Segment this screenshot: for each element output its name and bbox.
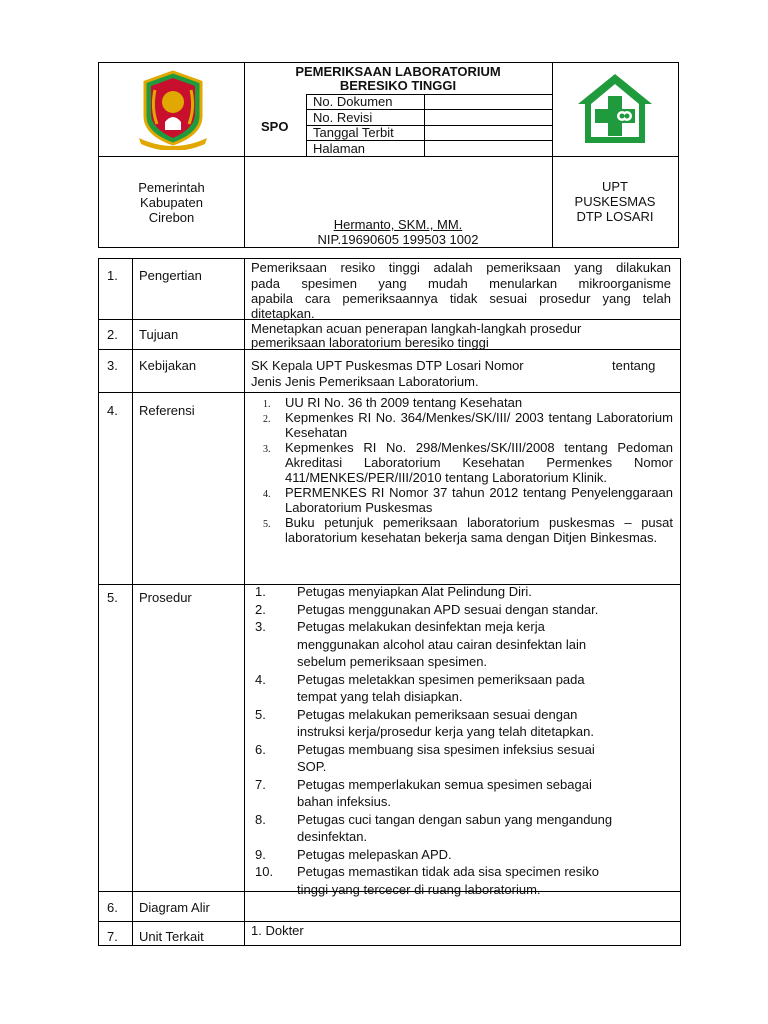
prosedur-list — [255, 583, 677, 898]
signer-name: Hermanto, SKM., MM. — [333, 217, 463, 232]
list-item: 7. Petugas memperlakukan semua spesimen sebagai bahan infeksius. — [255, 776, 592, 809]
pengertian-line: Pemeriksaan resiko tinggi adalah pemeriksaan yang dilakukan — [251, 260, 671, 275]
row-number: 7. — [107, 929, 118, 944]
doc-title-line2: BERESIKO TINGGI — [339, 78, 457, 93]
right-org-line1: UPT — [602, 179, 628, 194]
pengertian-line: apabila cara pemeriksaannya tidak sesuai prosedur yang telah — [251, 291, 671, 307]
row-label-diagram-alir: Diagram Alir — [139, 900, 210, 915]
kebijakan-line2: Jenis Jenis Pemeriksaan Laboratorium. — [251, 374, 479, 389]
row-number: 1. — [107, 268, 118, 283]
list-item: 10. Petugas memastikan tidak ada sisa specimen resiko tinggi yang tercecer di ruang laboratorium. — [255, 864, 600, 897]
row-number: 2. — [107, 327, 118, 342]
doc-title-line1: PEMERIKSAAN LABORATORIUM — [295, 64, 501, 79]
field-no-dokumen: No. Dokumen — [313, 94, 393, 109]
signer-nip: NIP.19690605 199503 1002 — [317, 232, 479, 247]
right-org-line2: PUSKESMAS — [574, 194, 656, 209]
list-item: 3. Kepmenkes RI No. 298/Menkes/SK/III/2008 tentang Pedoman Akreditasi Laboratorium Kesehatan Permenkes Nomor 411/MENKES/PER/III/2010 tentang Laboratorium Klinik. — [263, 440, 673, 485]
left-org-line1: Pemerintah — [138, 180, 205, 195]
pengertian-line: pada spesimen yang mudah menularkan mikroorganisme — [251, 275, 671, 291]
list-item: 1. UU RI No. 36 th 2009 tentang Kesehatan — [263, 395, 523, 410]
list-item: 5. Buku petunjuk pemeriksaan laboratorium puskesmas – pusat laboratorium kesehatan bekerja sama dengan Ditjen Binkesmas. — [263, 515, 673, 545]
list-item: 2. Kepmenkes RI No. 364/Menkes/SK/III/ 2003 tentang Laboratorium Kesehatan — [263, 410, 673, 440]
crest-icon — [135, 68, 211, 150]
content-table — [98, 258, 681, 946]
row-label-prosedur: Prosedur — [139, 590, 192, 605]
row-number: 4. — [107, 403, 118, 418]
left-org-line2: Kabupaten — [140, 195, 203, 210]
tujuan-line: pemeriksaan laboratorium beresiko tinggi — [251, 335, 489, 350]
right-org-line3: DTP LOSARI — [576, 209, 654, 224]
list-item: 8. Petugas cuci tangan dengan sabun yang mengandung desinfektan. — [255, 811, 613, 844]
spo-label: SPO — [261, 119, 289, 134]
list-item: 4. Petugas meletakkan spesimen pemeriksaan pada tempat yang telah disiapkan. — [255, 671, 585, 704]
field-halaman: Halaman — [313, 141, 366, 156]
tujuan-line: Menetapkan acuan penerapan langkah-langkah prosedur — [251, 321, 582, 336]
row-label-kebijakan: Kebijakan — [139, 358, 197, 373]
left-org-line3: Cirebon — [148, 210, 195, 225]
row-number: 5. — [107, 590, 118, 605]
list-item: 3. Petugas melakukan desinfektan meja kerja menggunakan alcohol atau cairan desinfektan lain sebelum pemeriksaan spesimen. — [255, 619, 587, 669]
pengertian-line: ditetapkan. — [251, 305, 315, 321]
unit-terkait-value: 1. Dokter — [251, 923, 304, 938]
row-label-tujuan: Tujuan — [139, 327, 179, 342]
field-tanggal-terbit: Tanggal Terbit — [313, 125, 394, 140]
kebijakan-line1-end: tentang — [612, 358, 656, 373]
field-no-revisi: No. Revisi — [313, 110, 373, 125]
row-label-referensi: Referensi — [139, 403, 195, 418]
list-item: 6. Petugas membuang sisa spesimen infeksius sesuai SOP. — [255, 741, 595, 774]
kabupaten-crest-logo — [135, 68, 211, 150]
list-item: 2. Petugas menggunakan APD sesuai dengan standar. — [255, 601, 599, 617]
kebijakan-line1: SK Kepala UPT Puskesmas DTP Losari Nomor — [251, 358, 524, 373]
referensi-list — [263, 395, 673, 545]
row-label-unit-terkait: Unit Terkait — [139, 929, 204, 944]
list-item: 1. Petugas menyiapkan Alat Pelindung Diri. — [255, 584, 532, 599]
list-item: 9. Petugas melepaskan APD. — [255, 846, 452, 862]
row-number: 3. — [107, 358, 118, 373]
row-label-pengertian: Pengertian — [139, 268, 202, 283]
header-table — [98, 62, 679, 248]
list-item: 4. PERMENKES RI Nomor 37 tahun 2012 tentang Penyelenggaraan Laboratorium Puskesmas — [263, 485, 673, 515]
list-item: 5. Petugas melakukan pemeriksaan sesuai dengan instruksi kerja/prosedur kerja yang telah ditetapkan. — [255, 706, 594, 739]
puskesmas-cross-icon — [575, 71, 655, 147]
row-number: 6. — [107, 900, 118, 915]
puskesmas-logo — [575, 71, 655, 147]
